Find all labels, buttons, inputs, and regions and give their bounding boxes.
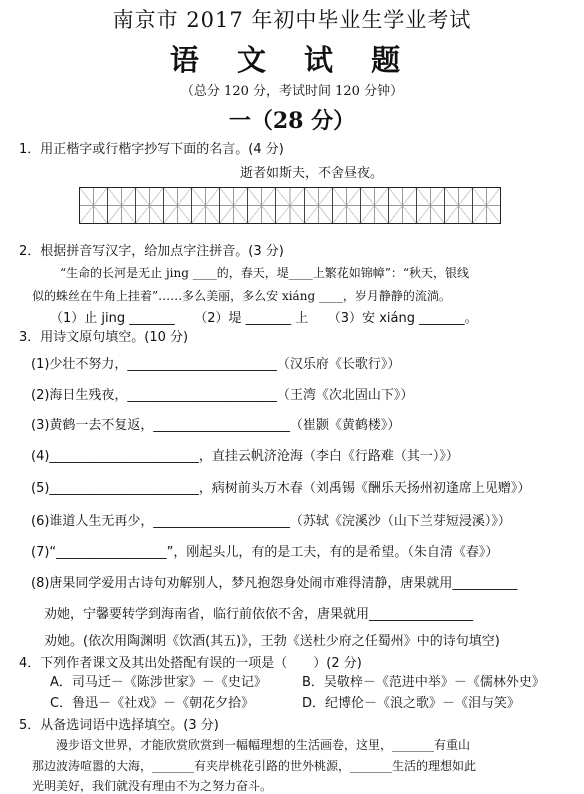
q5-passage-line-1: 漫步语文世界，才能欣赏欣赏到一幅幅理想的生活画卷，这里，_______有重山 [32,738,471,752]
q3-line-4[interactable]: (4)_______________________，直挂云帆济沧海（李白《行路难（其一）》） [31,449,459,464]
q5-passage-line-3: 光明美好，我们就没有理由不为之努力奋斗。 [32,779,273,793]
grid-cell[interactable] [276,188,304,223]
exam-title: 南京市 2017 年初中毕业生学业考试 [112,8,472,32]
grid-cell[interactable] [136,188,164,223]
grid-cell[interactable] [389,188,417,223]
grid-cell[interactable] [333,188,361,223]
q3-line-10: 劝她。(依次用陶渊明《饮酒(其五)》，王勃《送杜少府之任蜀州》中的诗句填空) [31,634,500,649]
q3-stem: 3．用诗文原句填空。(10 分) [19,330,189,345]
grid-cell[interactable] [164,188,192,223]
q4-option-a[interactable]: A．司马迁－《陈涉世家》－《史记》 [50,675,267,690]
subject-title: 语 文 试 题 [169,43,415,77]
q3-line-8[interactable]: (8)唐果同学爱用古诗句劝解别人，梦凡抱怨身处闹市难得清静，唐果就用__________ [31,576,518,591]
q3-line-5[interactable]: (5)_______________________，病树前头万木春（刘禹锡《酬乐天扬州初逢席上见赠》） [31,481,531,496]
q3-line-2[interactable]: (2)海日生残夜，_______________________（王湾《次北固山下》） [31,388,414,403]
grid-cell[interactable] [473,188,500,223]
q5-passage-line-2: 那边波涛喧嚣的大海，_______有夹岸桃花引路的世外桃源，_______生活的理想如此 [32,759,477,773]
q2-passage-line-1: “生命的长河是无止 jing ____的，春天，堤____上繁花如锦幛”：“秋天，银线 [60,266,470,280]
q1-quote: 逝者如斯夫，不舍昼夜。 [240,166,384,181]
grid-cell[interactable] [305,188,333,223]
q3-line-3[interactable]: (3)黄鹤一去不复返，_____________________（崔颢《黄鹤楼》） [31,418,401,433]
grid-cell[interactable] [417,188,445,223]
grid-cell[interactable] [445,188,473,223]
grid-cell[interactable] [248,188,276,223]
q2-passage-line-2: 似的蛛丝在牛角上挂着”……多么美丽，多么安 xiáng ____，岁月静静的流淌。 [32,289,451,303]
q3-line-7[interactable]: (7)“_________________”，刚起头儿，有的是工夫，有的是希望。（朱自清《春》） [31,545,499,560]
grid-cell[interactable] [192,188,220,223]
grid-cell[interactable] [80,188,108,223]
q2-answer-line[interactable]: （1）止 jing _______ （2）堤 _______ 上 （3）安 xiáng _______。 [50,311,478,326]
q4-option-b[interactable]: B．吴敬梓－《范进中举》－《儒林外史》 [302,675,545,690]
exam-meta: （总分 120 分，考试时间 120 分钟） [180,84,404,99]
q4-option-d[interactable]: D．纪博伦－《浪之歌》－《泪与笑》 [302,696,521,711]
q5-stem: 5．从备选词语中选择填空。(3 分) [19,718,219,733]
grid-cell[interactable] [108,188,136,223]
q4-option-c[interactable]: C．鲁迅－《社戏》－《朝花夕拾》 [50,696,255,711]
section-heading: 一（28 分） [228,108,356,134]
q4-stem: 4．下列作者课文及其出处搭配有误的一项是（ ）(2 分) [19,656,362,671]
q3-line-1[interactable]: (1)少壮不努力，_______________________（汉乐府《长歌行》） [31,357,401,372]
grid-cell[interactable] [220,188,248,223]
writing-grid[interactable] [79,187,501,224]
q1-stem: 1．用正楷字或行楷字抄写下面的名言。(4 分) [19,142,284,157]
q3-line-9[interactable]: 劝她，宁馨要转学到海南省，临行前依依不舍，唐果就用________________ [31,607,474,622]
grid-cell[interactable] [361,188,389,223]
q3-line-6[interactable]: (6)谁道人生无再少，_____________________（苏轼《浣溪沙（山下兰芽短浸溪）》） [31,514,511,529]
q2-stem: 2．根据拼音写汉字，给加点字注拼音。(3 分) [19,244,284,259]
